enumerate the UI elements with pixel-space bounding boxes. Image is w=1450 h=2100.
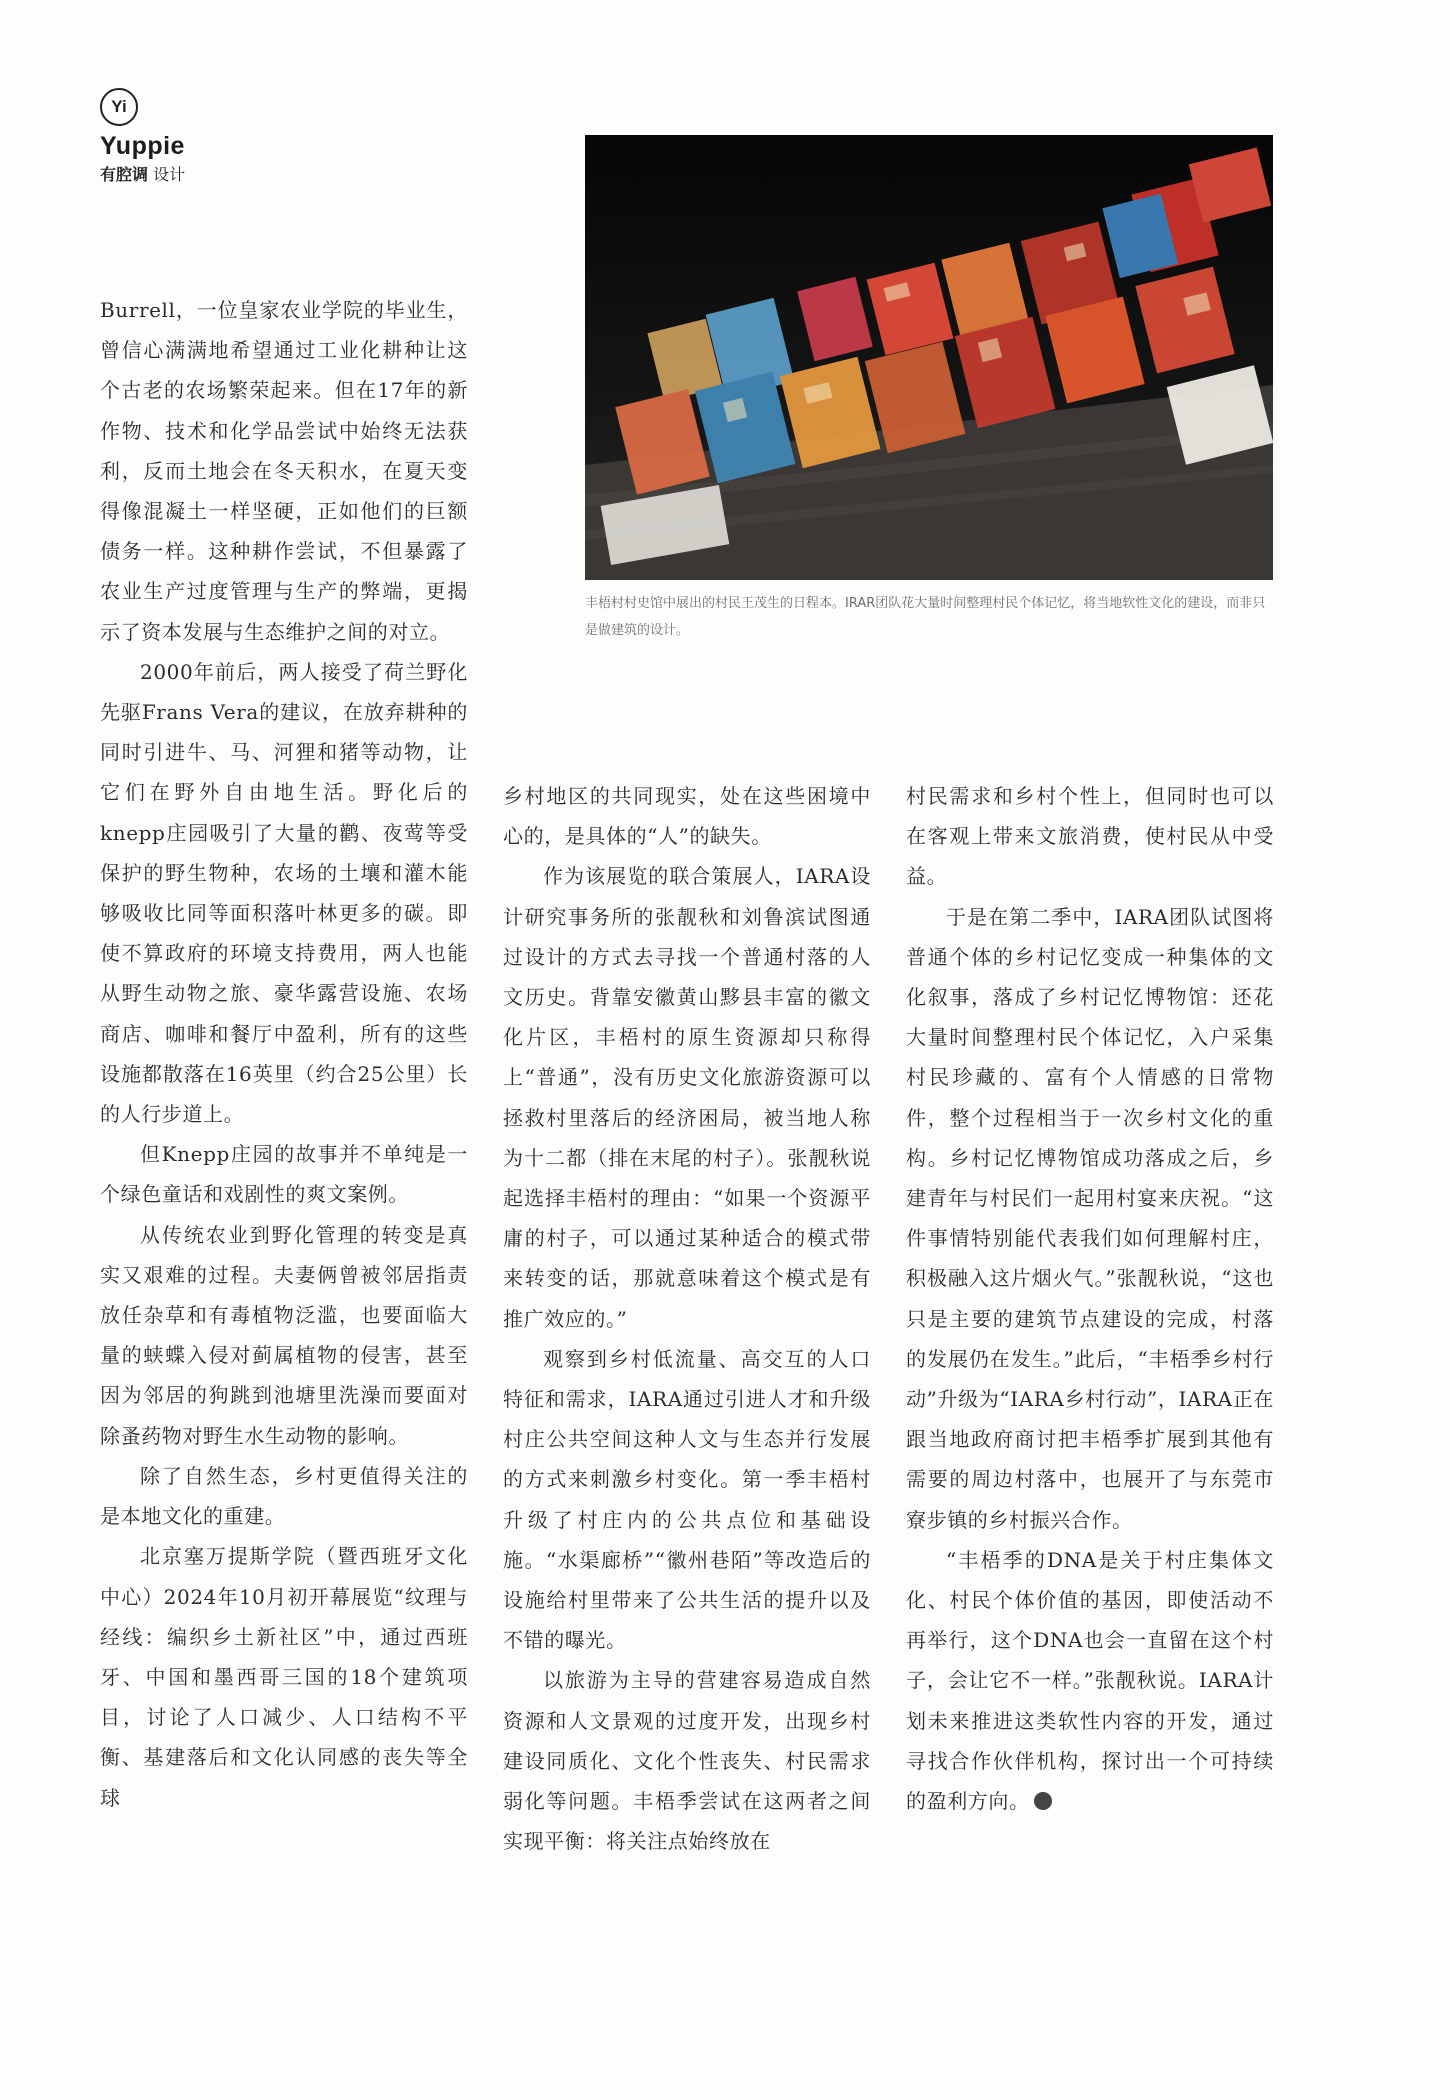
paragraph: 村民需求和乡村个性上，但同时也可以在客观上带来文旅消费，使村民从中受益。 [906, 784, 1274, 889]
paragraph: 除了自然生态，乡村更值得关注的是本地文化的重建。 [100, 1463, 468, 1529]
paragraph: 以旅游为主导的营建容易造成自然资源和人文景观的过度开发，出现乡村建设同质化、文化个性丧失、村民需求弱化等问题。丰梧季尝试在这两者之间实现平衡：将关注点始终放在 [503, 1668, 871, 1854]
paragraph: 作为该展览的联合策展人，IARA设计研究事务所的张靓秋和刘鲁滨试图通过设计的方式去寻找一个普通村落的人文历史。背靠安徽黄山黟县丰富的徽文化片区，丰梧村的原生资源却只称得上“普通”，没有历史文化旅游资源可以拯救村里落后的经济困局，被当地人称为十二都（排在末尾的村子）。张靓秋说起选择丰梧村的理由：“如果一个资源平庸的村子，可以通过某种适合的模式带来转变的话，那就意味着这个模式是有推广效应的。” [503, 864, 871, 1331]
logo-mark: Yi [100, 88, 138, 126]
section-label: 设计 [153, 165, 186, 184]
paragraph: 乡村地区的共同现实，处在这些困境中心的，是具体的“人”的缺失。 [503, 784, 871, 849]
paragraph: 于是在第二季中，IARA团队试图将普通个体的乡村记忆变成一种集体的文化叙事，落成了乡村记忆博物馆：还花大量时间整理村民个体记忆，入户采集村民珍藏的、富有个人情感的日常物件，整个过程相当于一次乡村文化的重构。乡村记忆博物馆成功落成之后，乡建青年与村民们一起用村宴来庆祝。“这件事情特别能代表我们如何理解村庄，积极融入这片烟火气。”张靓秋说，“这也只是主要的建筑节点建设的完成，村落的发展仍在发生。”此后，“丰梧季乡村行动”升级为“IARA乡村行动”，IARA正在跟当地政府商讨把丰梧季扩展到其他有需要的周边村落中，也展开了与东莞市寮步镇的乡村振兴合作。 [906, 904, 1274, 1532]
paragraph: 观察到乡村低流量、高交互的人口特征和需求，IARA通过引进人才和升级村庄公共空间这种人文与生态并行发展的方式来刺激乡村变化。第一季丰梧村升级了村庄内的公共点位和基础设施。“水渠廊桥”“徽州巷陌”等改造后的设施给村里带来了公共生活的提升以及不错的曝光。 [503, 1346, 871, 1653]
logo-sub-bold: 有腔调 [100, 165, 149, 184]
paragraph: 北京塞万提斯学院（暨西班牙文化中心）2024年10月初开幕展览“纹理与经线：编织乡土新社区”中，通过西班牙、中国和墨西哥三国的18个建筑项目，讨论了人口减少、人口结构不平衡、基建落后和文化认同感的丧失等全球 [100, 1544, 468, 1810]
paragraph: 2000年前后，两人接受了荷兰野化先驱Frans Vera的建议，在放弃耕种的同时引进牛、马、河狸和猪等动物，让它们在野外自由地生活。野化后的knepp庄园吸引了大量的鹳、夜莺等受保护的野生物种，农场的土壤和灌木能够吸收比同等面积落叶林更多的碳。即使不算政府的环境支持费用，两人也能从野生动物之旅、豪华露营设施、农场商店、咖啡和餐厅中盈利，所有的这些设施都散落在16英里（约合25公里）长的人行步道上。 [100, 659, 468, 1127]
paragraph: 从传统农业到野化管理的转变是真实又艰难的过程。夫妻俩曾被邻居指责放任杂草和有毒植物泛滥，也要面临大量的蛱蝶入侵对蓟属植物的侵害，甚至因为邻居的狗跳到池塘里洗澡而要面对除蚤药物对野生水生动物的影响。 [100, 1222, 468, 1448]
text-column-2 [503, 776, 871, 1861]
paragraph [906, 1540, 1274, 1821]
text-column-1 [100, 290, 468, 1818]
paragraph: 但Knepp庄园的故事并不单纯是一个绿色童话和戏剧性的爽文案例。 [100, 1142, 468, 1207]
diary-books-illustration [585, 135, 1273, 580]
paragraph: Burrell，一位皇家农业学院的毕业生，曾信心满满地希望通过工业化耕种让这个古老的农场繁荣起来。但在17年的新作物、技术和化学品尝试中始终无法获利，反而土地会在冬天积水，在夏天变得像混凝土一样坚硬，正如他们的巨额债务一样。这种耕作尝试，不但暴露了农业生产过度管理与生产的弊端，更揭示了资本发展与生态维护之间的对立。 [100, 298, 468, 644]
photo-caption: 丰梧村村史馆中展出的村民王茂生的日程本。IRAR团队花大量时间整理村民个体记忆，将当地软性文化的建设，而非只是做建筑的设计。 [585, 596, 1266, 638]
exhibit-photo [585, 135, 1273, 580]
magazine-logo [100, 88, 185, 185]
paragraph-text: “丰梧季的DNA是关于村庄集体文化、村民个体价值的基因，即使活动不再举行，这个DNA也会一直留在这个村子，会让它不一样。”张靓秋说。IARA计划未来推进这类软性内容的开发，通过寻找合作伙伴机构，探讨出一个可持续的盈利方向。 [906, 1547, 1274, 1814]
logo-name: Yuppie [100, 132, 185, 160]
logo-subtitle [100, 162, 185, 185]
article-end-icon [1034, 1792, 1052, 1810]
text-column-3 [906, 776, 1274, 1821]
